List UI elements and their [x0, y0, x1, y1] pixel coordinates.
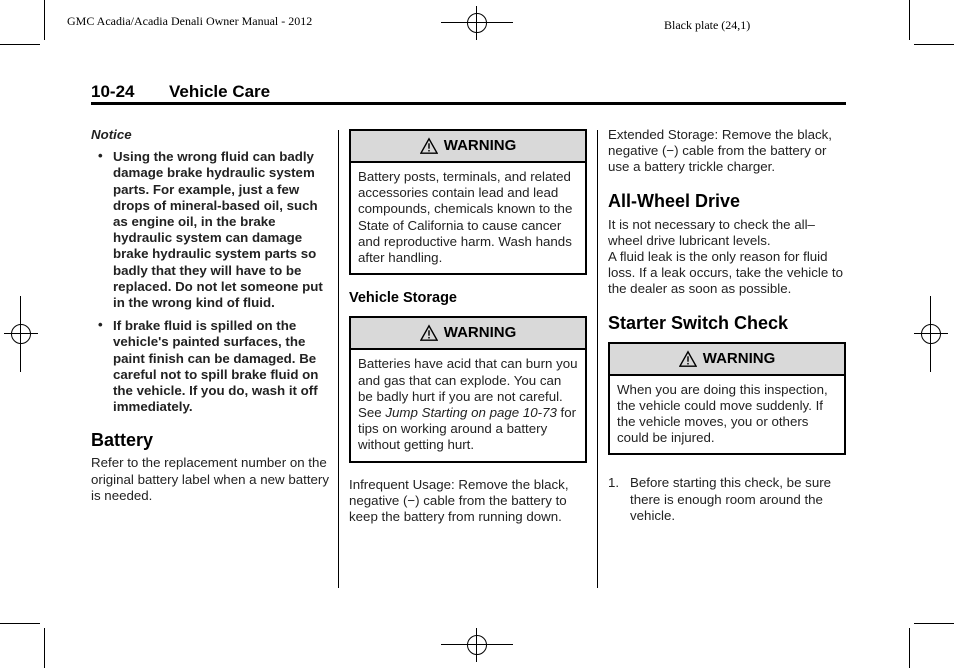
awd-text-2: A fluid leak is the only reason for fluid loss. If a leak occurs, take the vehicle to the dealer as soon as possible. — [608, 249, 844, 297]
warning-text-part: for tips on working around a battery without getting hurt. — [358, 405, 577, 453]
list-item — [608, 475, 846, 524]
column-1 — [91, 127, 329, 504]
steps-list — [608, 475, 846, 524]
plate-label: Black plate (24,1) — [664, 18, 751, 32]
warning-label: WARNING — [443, 324, 517, 342]
bullet-icon: • — [98, 148, 103, 164]
warning-box-acid — [349, 316, 587, 462]
crop-mark — [914, 44, 954, 45]
warning-text — [351, 350, 585, 460]
step-number: 1. — [608, 475, 620, 491]
manual-title: GMC Acadia/Acadia Denali Owner Manual - 2012 — [67, 14, 313, 28]
column-3 — [608, 127, 846, 524]
all-wheel-drive-heading: All-Wheel Drive — [608, 190, 741, 211]
registration-mark-top — [460, 6, 494, 40]
registration-mark-left — [4, 317, 38, 351]
warning-triangle-icon — [679, 350, 697, 368]
bullet-icon: • — [98, 317, 103, 333]
column-2 — [349, 129, 587, 525]
list-item — [91, 318, 329, 415]
awd-text-1: It is not necessary to check the all–wheel drive lubricant levels. — [608, 216, 815, 248]
crop-mark — [909, 628, 910, 668]
extended-storage-text: Extended Storage: Remove the black, negative (−) cable from the battery or use a battery trickle charger. — [608, 127, 832, 175]
crop-mark — [0, 44, 40, 45]
step-text: Before starting this check, be sure there is enough room around the vehicle. — [630, 475, 832, 523]
starter-switch-heading: Starter Switch Check — [608, 312, 789, 333]
battery-text: Refer to the replacement number on the original battery label when a new battery is needed. — [91, 455, 330, 503]
crop-mark — [909, 0, 910, 40]
column-divider — [338, 130, 339, 588]
registration-mark-bottom — [460, 628, 494, 662]
warning-text: Battery posts, terminals, and related accessories contain lead and lead compounds, chemicals known to the State of California to cause cancer and reproductive harm. Wash hands after handling. — [358, 169, 573, 266]
warning-triangle-icon — [420, 137, 438, 155]
crop-mark — [44, 0, 45, 40]
section-title: Vehicle Care — [169, 82, 271, 101]
registration-mark-right — [914, 317, 948, 351]
column-divider — [597, 130, 598, 588]
warning-box-lead — [349, 129, 587, 275]
notice-list — [91, 149, 329, 415]
jump-starting-link[interactable]: Jump Starting on page 10-73 — [385, 405, 557, 421]
registration-line — [441, 22, 513, 23]
warning-triangle-icon — [420, 324, 438, 342]
crop-mark — [914, 623, 954, 624]
warning-box-starter — [608, 342, 846, 456]
warning-text-part: Batteries have acid that can burn you and gas that can explode. You can be badly hurt if you are not careful. See — [358, 356, 578, 421]
page-heading — [91, 82, 270, 102]
infrequent-usage-text: Infrequent Usage: Remove the black, negative (−) cable from the battery to keep the battery from running down. — [349, 476, 569, 525]
warning-text: When you are doing this inspection, the vehicle could move suddenly. If the vehicle moves, you or others could be injured. — [617, 381, 828, 446]
crop-mark — [44, 628, 45, 668]
warning-label: WARNING — [702, 349, 776, 367]
notice-label: Notice — [91, 127, 132, 142]
registration-line — [930, 296, 931, 372]
vehicle-storage-heading: Vehicle Storage — [349, 290, 457, 307]
list-item-text: Using the wrong fluid can badly damage brake hydraulic system parts. For example, just a few drops of mineral-based oil, such as engine oil, in the brake hydraulic system can damage brake hydraulic system parts so badly that they will have to be replaced. Do not let someone put in the wrong kind of fluid. — [113, 149, 323, 311]
warning-header — [351, 318, 585, 350]
header-rule — [91, 102, 846, 105]
warning-header — [610, 344, 844, 376]
crop-mark — [0, 623, 40, 624]
list-item-text: If brake fluid is spilled on the vehicle's painted surfaces, the paint finish can be damaged. Be careful not to spill brake fluid on the vehicle. If you do, wash it off immediately. — [113, 318, 319, 415]
registration-line — [441, 644, 513, 645]
battery-heading: Battery — [91, 430, 154, 451]
page-number: 10-24 — [91, 82, 135, 101]
list-item — [91, 149, 329, 311]
registration-line — [20, 296, 21, 372]
warning-header — [351, 131, 585, 163]
warning-label: WARNING — [443, 136, 517, 154]
